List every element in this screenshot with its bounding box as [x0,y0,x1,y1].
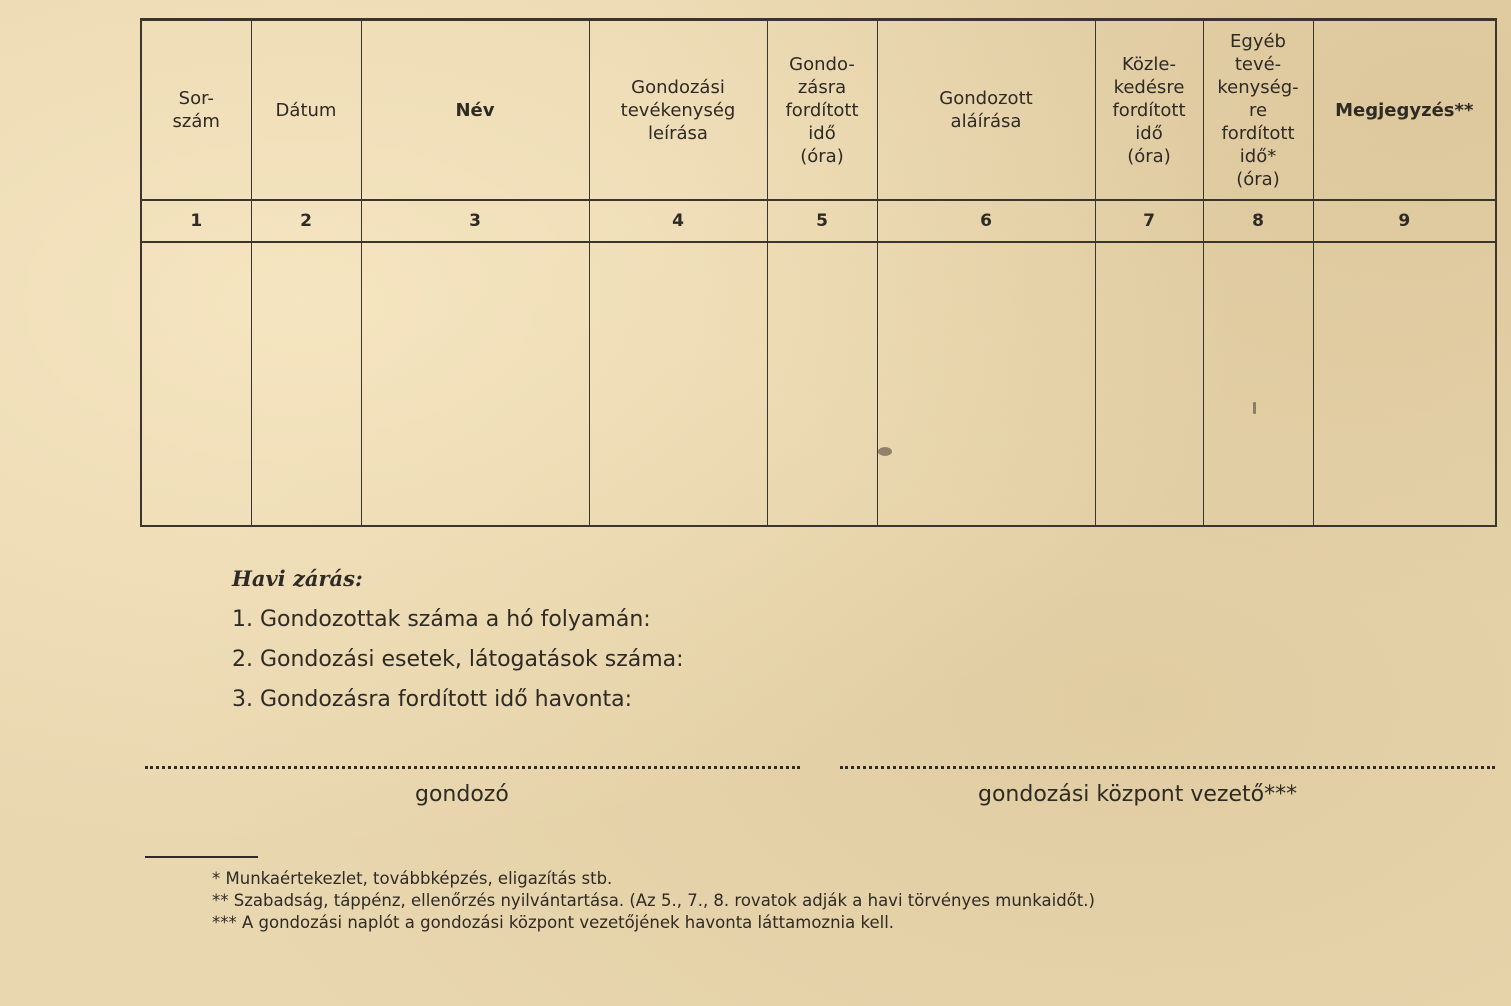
caregiver-signature-line [145,766,800,769]
center-head-signature-label: gondozási központ vezető*** [978,782,1298,807]
blank-cell [1095,242,1203,526]
caregiver-signature-label: gondozó [415,782,509,807]
monthly-close-list [232,604,684,724]
blank-cell [589,242,767,526]
blank-cell [1313,242,1496,526]
ink-smudge [1253,402,1256,414]
column-number: 8 [1203,200,1313,242]
column-number: 6 [877,200,1095,242]
blank-cell [361,242,589,526]
header-serial-number: Sor- szám [141,20,251,201]
header-patient-signature: Gondozott aláírása [877,20,1095,201]
footnotes [212,868,1095,934]
column-number-row [141,200,1496,242]
column-number: 2 [251,200,361,242]
footnote-3: *** A gondozási naplót a gondozási központ vezetőjének havonta láttamoznia kell. [212,913,895,932]
footnote-2: ** Szabadság, táppénz, ellenőrzés nyilvántartása. (Az 5., 7., 8. rovatok adják a havi törvényes munkaidőt.) [212,891,1095,910]
blank-cell [1203,242,1313,526]
header-other-activity-time-hours: Egyéb tevé- kenység- re fordított idő* (óra) [1203,20,1313,201]
column-number: 5 [767,200,877,242]
blank-cell [877,242,1095,526]
footnote-divider [145,856,258,858]
footnote-1: * Munkaértekezlet, továbbképzés, eligazítás stb. [212,869,613,888]
column-number: 4 [589,200,767,242]
monthly-close-item: 2. Gondozási esetek, látogatások száma: [232,647,684,672]
blank-cell [141,242,251,526]
header-care-activity-description: Gondozási tevékenység leírása [589,20,767,201]
monthly-close-item: 3. Gondozásra fordított idő havonta: [232,687,633,712]
blank-entry-row [141,242,1496,526]
column-number: 1 [141,200,251,242]
header-travel-time-hours: Közle- kedésre fordított idő (óra) [1095,20,1203,201]
blank-cell [767,242,877,526]
monthly-close-item: 1. Gondozottak száma a hó folyamán: [232,607,651,632]
center-head-signature-line [840,766,1495,769]
column-number: 9 [1313,200,1496,242]
ink-smudge [878,447,892,456]
header-row [141,20,1496,201]
monthly-close-title: Havi zárás: [232,566,363,591]
care-log-table [140,18,1497,527]
blank-cell [251,242,361,526]
column-number: 3 [361,200,589,242]
header-care-time-hours: Gondo- zásra fordított idő (óra) [767,20,877,201]
header-name: Név [361,20,589,201]
column-number: 7 [1095,200,1203,242]
header-remarks: Megjegyzés** [1313,20,1496,201]
header-date: Dátum [251,20,361,201]
